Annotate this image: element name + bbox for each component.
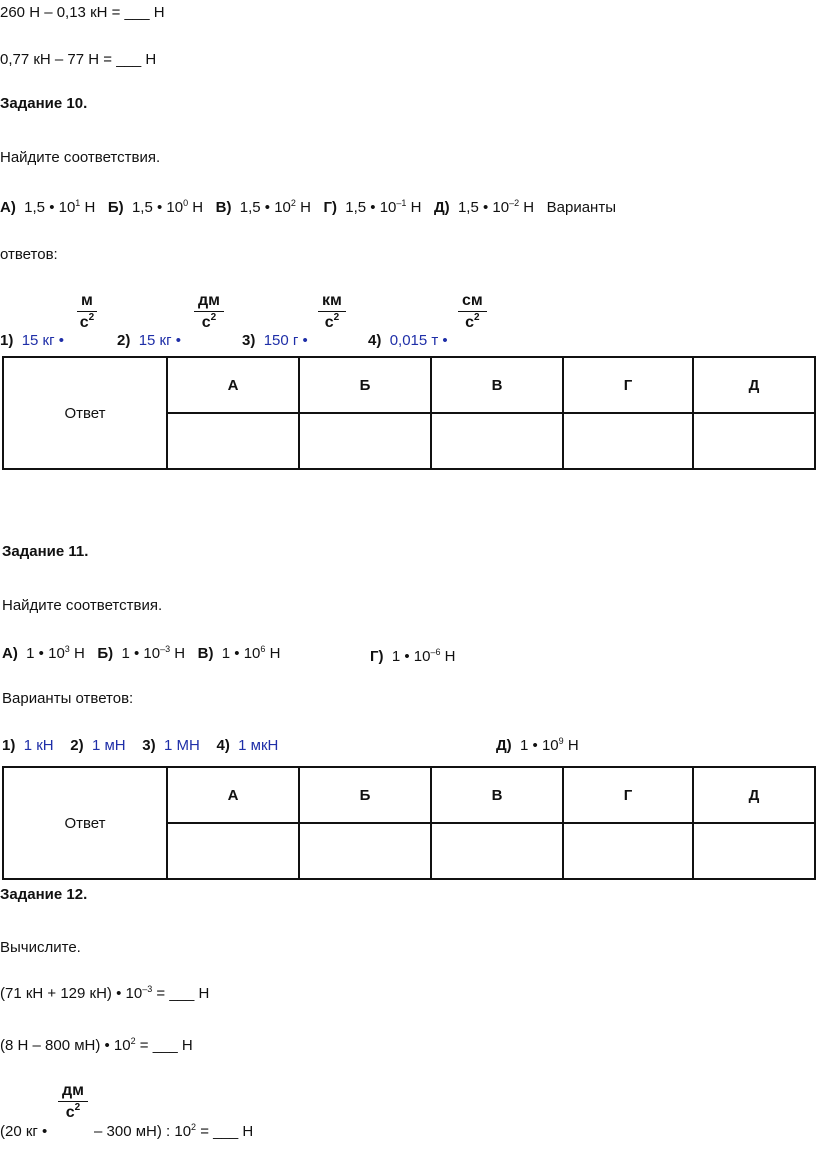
answer-cell-v[interactable]	[431, 823, 563, 879]
option-2: 2) 1 мН	[70, 737, 126, 754]
header-b: Б	[299, 357, 431, 413]
option-1: 1) 15 кг •	[0, 332, 64, 349]
task11-instruction: Найдите соответствия.	[2, 597, 163, 614]
item-d: Д) 1,5 • $10^{-2}$ Н	[433, 198, 535, 216]
item-v: В) 1,5 • $10^2$ Н	[215, 198, 311, 216]
item-g: Г) 1,5 • $10^{-1}$ Н	[323, 198, 422, 216]
fraction-sm-s2: см $с^2$	[458, 291, 487, 334]
answer-cell-g[interactable]	[563, 823, 693, 879]
fraction-m-s2: м $с^2$	[77, 291, 97, 334]
item-g: Г) 1 • $10^{-6}$ Н	[370, 647, 456, 665]
header-b: Б	[299, 767, 431, 823]
answer-cell-b[interactable]	[299, 413, 431, 469]
task10-instruction: Найдите соответствия.	[0, 149, 161, 166]
task12-equation-3-right: – 300 мН) : $10^2$ = ___ Н	[94, 1122, 254, 1140]
item-d: Д) 1 • $10^9$ Н	[496, 736, 579, 754]
answer-cell-a[interactable]	[167, 823, 299, 879]
task11-items-row	[2, 645, 280, 662]
task12-equation-3-left: (20 кг •	[0, 1123, 48, 1140]
option-4: 4) 0,015 т •	[368, 332, 448, 349]
item-a: А) 1 • $10^3$ Н	[2, 644, 85, 662]
header-g: Г	[563, 767, 693, 823]
answer-cell-d[interactable]	[693, 413, 815, 469]
fraction-dm-s2: дм $с^2$	[194, 291, 224, 334]
answer-cell-b[interactable]	[299, 823, 431, 879]
answer-label: Ответ	[3, 767, 167, 879]
task10-title: Задание 10.	[0, 95, 88, 112]
answer-cell-d[interactable]	[693, 823, 815, 879]
header-v: В	[431, 357, 563, 413]
task11-options-row	[2, 737, 278, 754]
answer-table-11	[2, 766, 816, 880]
answer-label: Ответ	[3, 357, 167, 469]
task12-title: Задание 12.	[0, 886, 88, 903]
task12-equation-1: (71 кН + 129 кН) • $10^{-3}$ = ___ Н	[0, 984, 210, 1002]
task11-variants: Варианты ответов:	[2, 690, 134, 707]
task12-equation-2: (8 Н – 800 мН) • $10^2$ = ___ Н	[0, 1036, 193, 1054]
answer-cell-a[interactable]	[167, 413, 299, 469]
option-3: 3) 1 МН	[142, 737, 200, 754]
task10-items-row	[0, 199, 616, 216]
fraction-dm-s2: дм $с^2$	[58, 1081, 88, 1124]
item-a: А) 1,5 • $10^1$ Н	[0, 198, 96, 216]
option-4: 4) 1 мкН	[216, 737, 279, 754]
task12-instruction: Вычислите.	[0, 939, 81, 956]
answer-table-10	[2, 356, 816, 470]
header-d: Д	[693, 767, 815, 823]
answer-cell-v[interactable]	[431, 413, 563, 469]
header-a: А	[167, 357, 299, 413]
item-b: Б) 1 • $10^{-3}$ Н	[97, 644, 186, 662]
variants-word-2: ответов:	[0, 246, 58, 263]
task11-title: Задание 11.	[2, 543, 89, 560]
item-v: В) 1 • $10^6$ Н	[197, 644, 281, 662]
answer-cell-g[interactable]	[563, 413, 693, 469]
header-v: В	[431, 767, 563, 823]
header-g: Г	[563, 357, 693, 413]
item-b: Б) 1,5 • $10^0$ Н	[107, 198, 204, 216]
variants-word: Варианты	[546, 199, 616, 216]
equation-line-1: 260 Н – 0,13 кН = ___ Н	[0, 4, 165, 21]
option-3: 3) 150 г •	[242, 332, 308, 349]
header-d: Д	[693, 357, 815, 413]
equation-line-2: 0,77 кН – 77 Н = ___ Н	[0, 51, 157, 68]
header-a: А	[167, 767, 299, 823]
fraction-km-s2: км $с^2$	[318, 291, 346, 334]
option-2: 2) 15 кг •	[117, 332, 181, 349]
option-1: 1) 1 кН	[2, 737, 54, 754]
